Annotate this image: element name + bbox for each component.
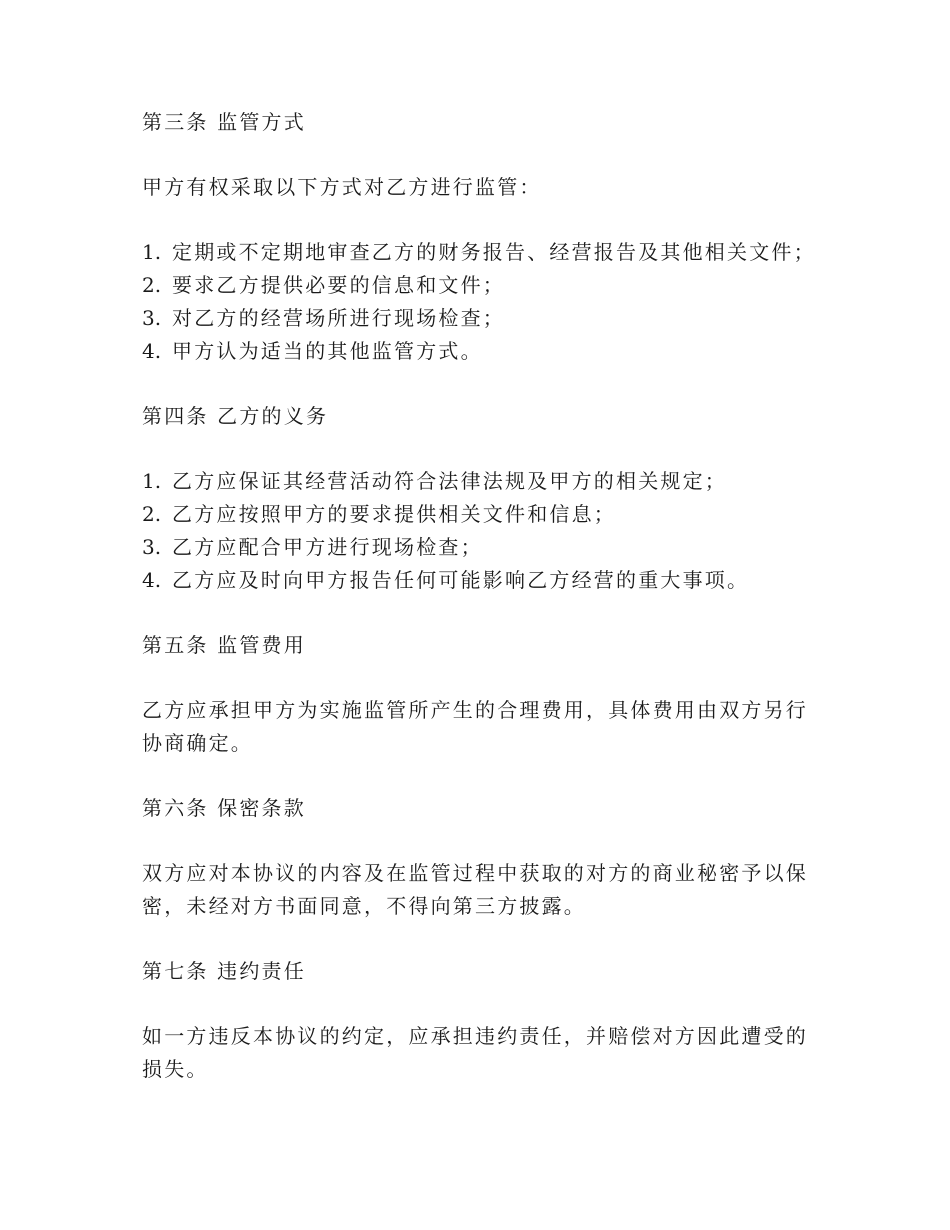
list-item <box>142 564 802 597</box>
section-6-heading: 第六条 保密条款 <box>142 796 306 820</box>
list-item <box>142 335 802 368</box>
section-5-text-line: 协商确定。 <box>142 731 253 755</box>
list-text: 乙方应保证其经营活动符合法律法规及甲方的相关规定； <box>172 469 727 493</box>
list-number: 1. <box>142 469 162 493</box>
list-text: 对乙方的经营场所进行现场检查； <box>172 306 505 330</box>
section-5-heading: 第五条 监管费用 <box>142 633 306 657</box>
list-item <box>142 302 802 335</box>
list-number: 2. <box>142 273 162 297</box>
list-item <box>142 465 802 498</box>
list-number: 2. <box>142 502 162 526</box>
list-text: 乙方应及时向甲方报告任何可能影响乙方经营的重大事项。 <box>172 568 750 592</box>
section-7-text-line: 损失。 <box>142 1057 209 1081</box>
section-3-intro: 甲方有权采取以下方式对乙方进行监管： <box>142 175 542 199</box>
section-4-heading: 第四条 乙方的义务 <box>142 404 329 428</box>
list-number: 4. <box>142 568 162 592</box>
list-number: 4. <box>142 339 162 363</box>
list-item <box>142 498 802 531</box>
section-6-text-line: 密，未经对方书面同意，不得向第三方披露。 <box>142 894 586 918</box>
list-text: 甲方认为适当的其他监管方式。 <box>172 339 483 363</box>
section-5-text-line: 乙方应承担甲方为实施监管所产生的合理费用，具体费用由双方另行 <box>142 698 808 722</box>
section-6-text-line: 双方应对本协议的内容及在监管过程中获取的对方的商业秘密予以保 <box>142 861 808 885</box>
list-text: 定期或不定期地审查乙方的财务报告、经营报告及其他相关文件； <box>172 240 816 264</box>
list-number: 3. <box>142 535 162 559</box>
list-item <box>142 236 816 269</box>
section-7-heading: 第七条 违约责任 <box>142 959 306 983</box>
list-number: 3. <box>142 306 162 330</box>
list-number: 1. <box>142 240 162 264</box>
list-item <box>142 269 802 302</box>
list-item <box>142 531 802 564</box>
list-text: 乙方应配合甲方进行现场检查； <box>172 535 483 559</box>
list-text: 乙方应按照甲方的要求提供相关文件和信息； <box>172 502 616 526</box>
document-page <box>142 106 816 1086</box>
list-text: 要求乙方提供必要的信息和文件； <box>172 273 505 297</box>
section-3-heading: 第三条 监管方式 <box>142 110 306 134</box>
section-7-text-line: 如一方违反本协议的约定，应承担违约责任，并赔偿对方因此遭受的 <box>142 1024 808 1048</box>
